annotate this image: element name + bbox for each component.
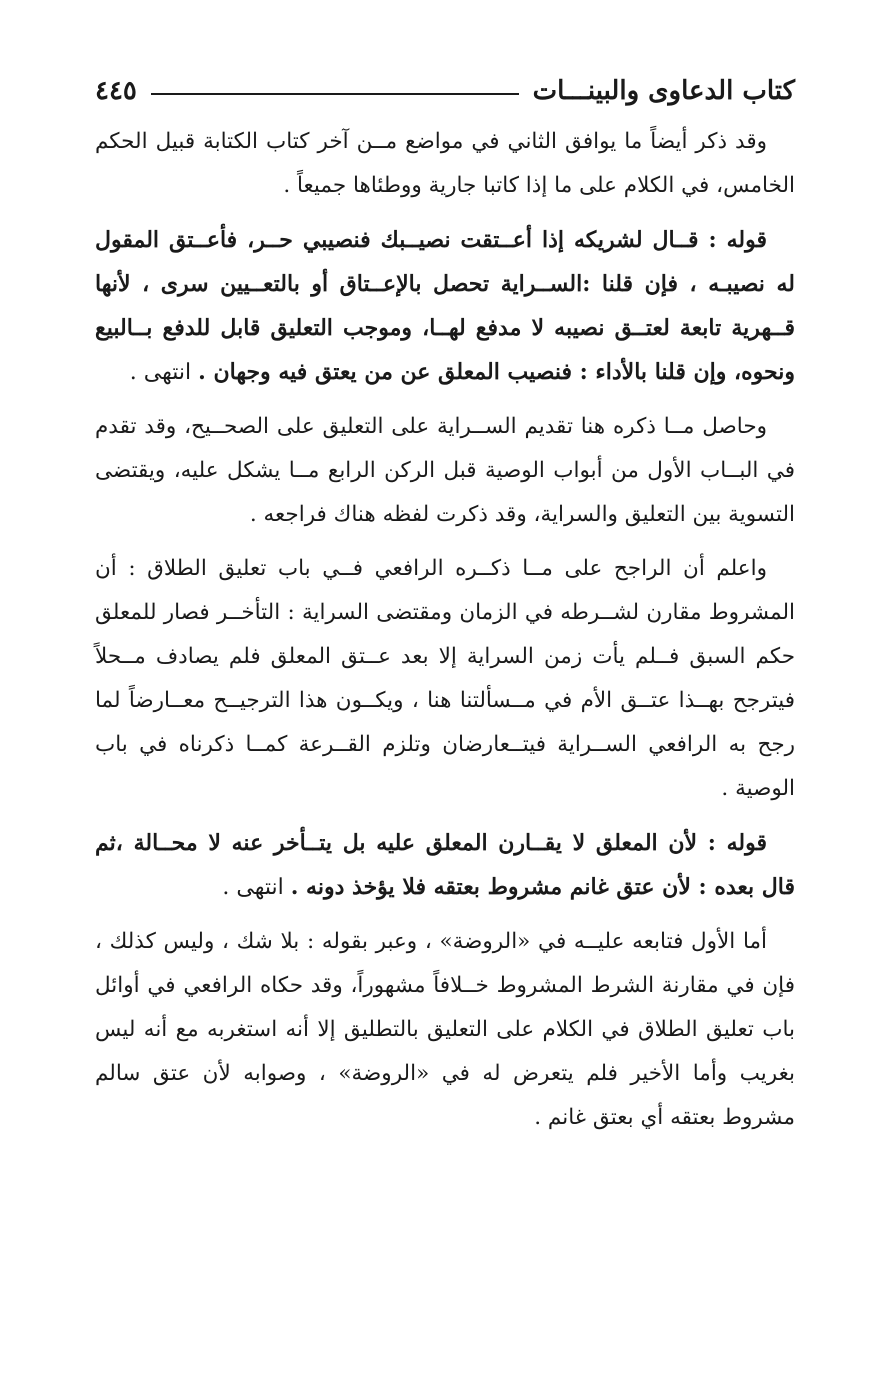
paragraph-text: واعلم أن الراجح على مــا ذكــره الرافعي فــي باب تعليق الطلاق : أن المشروط مقارن لشــرطه في الزمان ومقتضى السراية : التأخــر فصار للمعلق حكم السبق فــلم يأت زمن السراية إلا بعد عــتق المعلق فلم يصادف مــحلاً فيترجح بهــذا عتــق الأم في مــسألتنا هنا ، ويكــون هذا الترجيــح معــارضاً لما رجح به الرافعي الســراية فيتــعارضان وتلزم القــرعة كمــا ذكرناه في باب الوصية .	[95, 556, 795, 801]
running-title: كتاب الدعاوى والبينـــات	[532, 76, 795, 106]
quote-end-marker: انتهى .	[129, 360, 199, 385]
paragraph-1	[95, 120, 795, 208]
book-page	[95, 68, 795, 1140]
quote-text: قوله : لأن المعلق لا يقــارن المعلق عليه بل يتــأخر عنه لا محــالة ،ثم قال بعده : لأن عتق غانم مشروط بعتقه فلا يؤخذ دونه .	[95, 830, 795, 900]
quote-text: قوله : قــال لشريكه إذا أعــتقت نصيــبك فنصيبي حــر، فأعــتق المقول له نصيبـه ، فإن قلنا :الســراية تحصل بالإعــتاق أو بالتعــيين سرى ، لأنها قــهرية تابعة لعتــق نصيبه لا مدفع لهــا، وموجب التعليق قابل للدفع بــالبيع ونحوه، وإن قلنا بالأداء : فنصيب المعلق عن من يعتق فيه وجهان .	[95, 227, 795, 385]
paragraph-2	[95, 405, 795, 537]
quote-end-marker: انتهى .	[222, 875, 291, 900]
paragraph-4	[95, 920, 795, 1140]
paragraph-text: أما الأول فتابعه عليــه في «الروضة» ، وعبر بقوله : بلا شك ، وليس كذلك ، فإن في مقارنة الشرط المشروط خــلافاً مشهوراً، وقد حكاه الرافعي في أوائل باب تعليق الطلاق في الكلام على التعليق بالتطليق إلا أنه استغربه مع أنه ليس بغريب وأما الأخير فلم يتعرض له في «الروضة» ، وصوابه لأن عتق سالم مشروط بعتقه أي بعتق غانم .	[95, 929, 795, 1130]
quote-paragraph-1	[95, 218, 795, 395]
header-rule	[151, 93, 519, 95]
page-header	[95, 68, 795, 114]
quote-paragraph-2	[95, 821, 795, 910]
paragraph-3	[95, 547, 795, 811]
page-number: ٤٤٥	[95, 76, 137, 106]
paragraph-text: وقد ذكر أيضاً ما يوافق الثاني في مواضع مــن آخر كتاب الكتابة قبيل الحكم الخامس، في الكلام على ما إذا كاتبا جارية ووطئاها جميعاً .	[95, 129, 795, 198]
paragraph-text: وحاصل مــا ذكره هنا تقديم الســراية على التعليق على الصحــيح، وقد تقدم في البــاب الأول من أبواب الوصية قبل الركن الرابع مــا يشكل عليه، ويقتضى التسوية بين التعليق والسراية، وقد ذكرت لفظه هناك فراجعه .	[95, 414, 795, 527]
